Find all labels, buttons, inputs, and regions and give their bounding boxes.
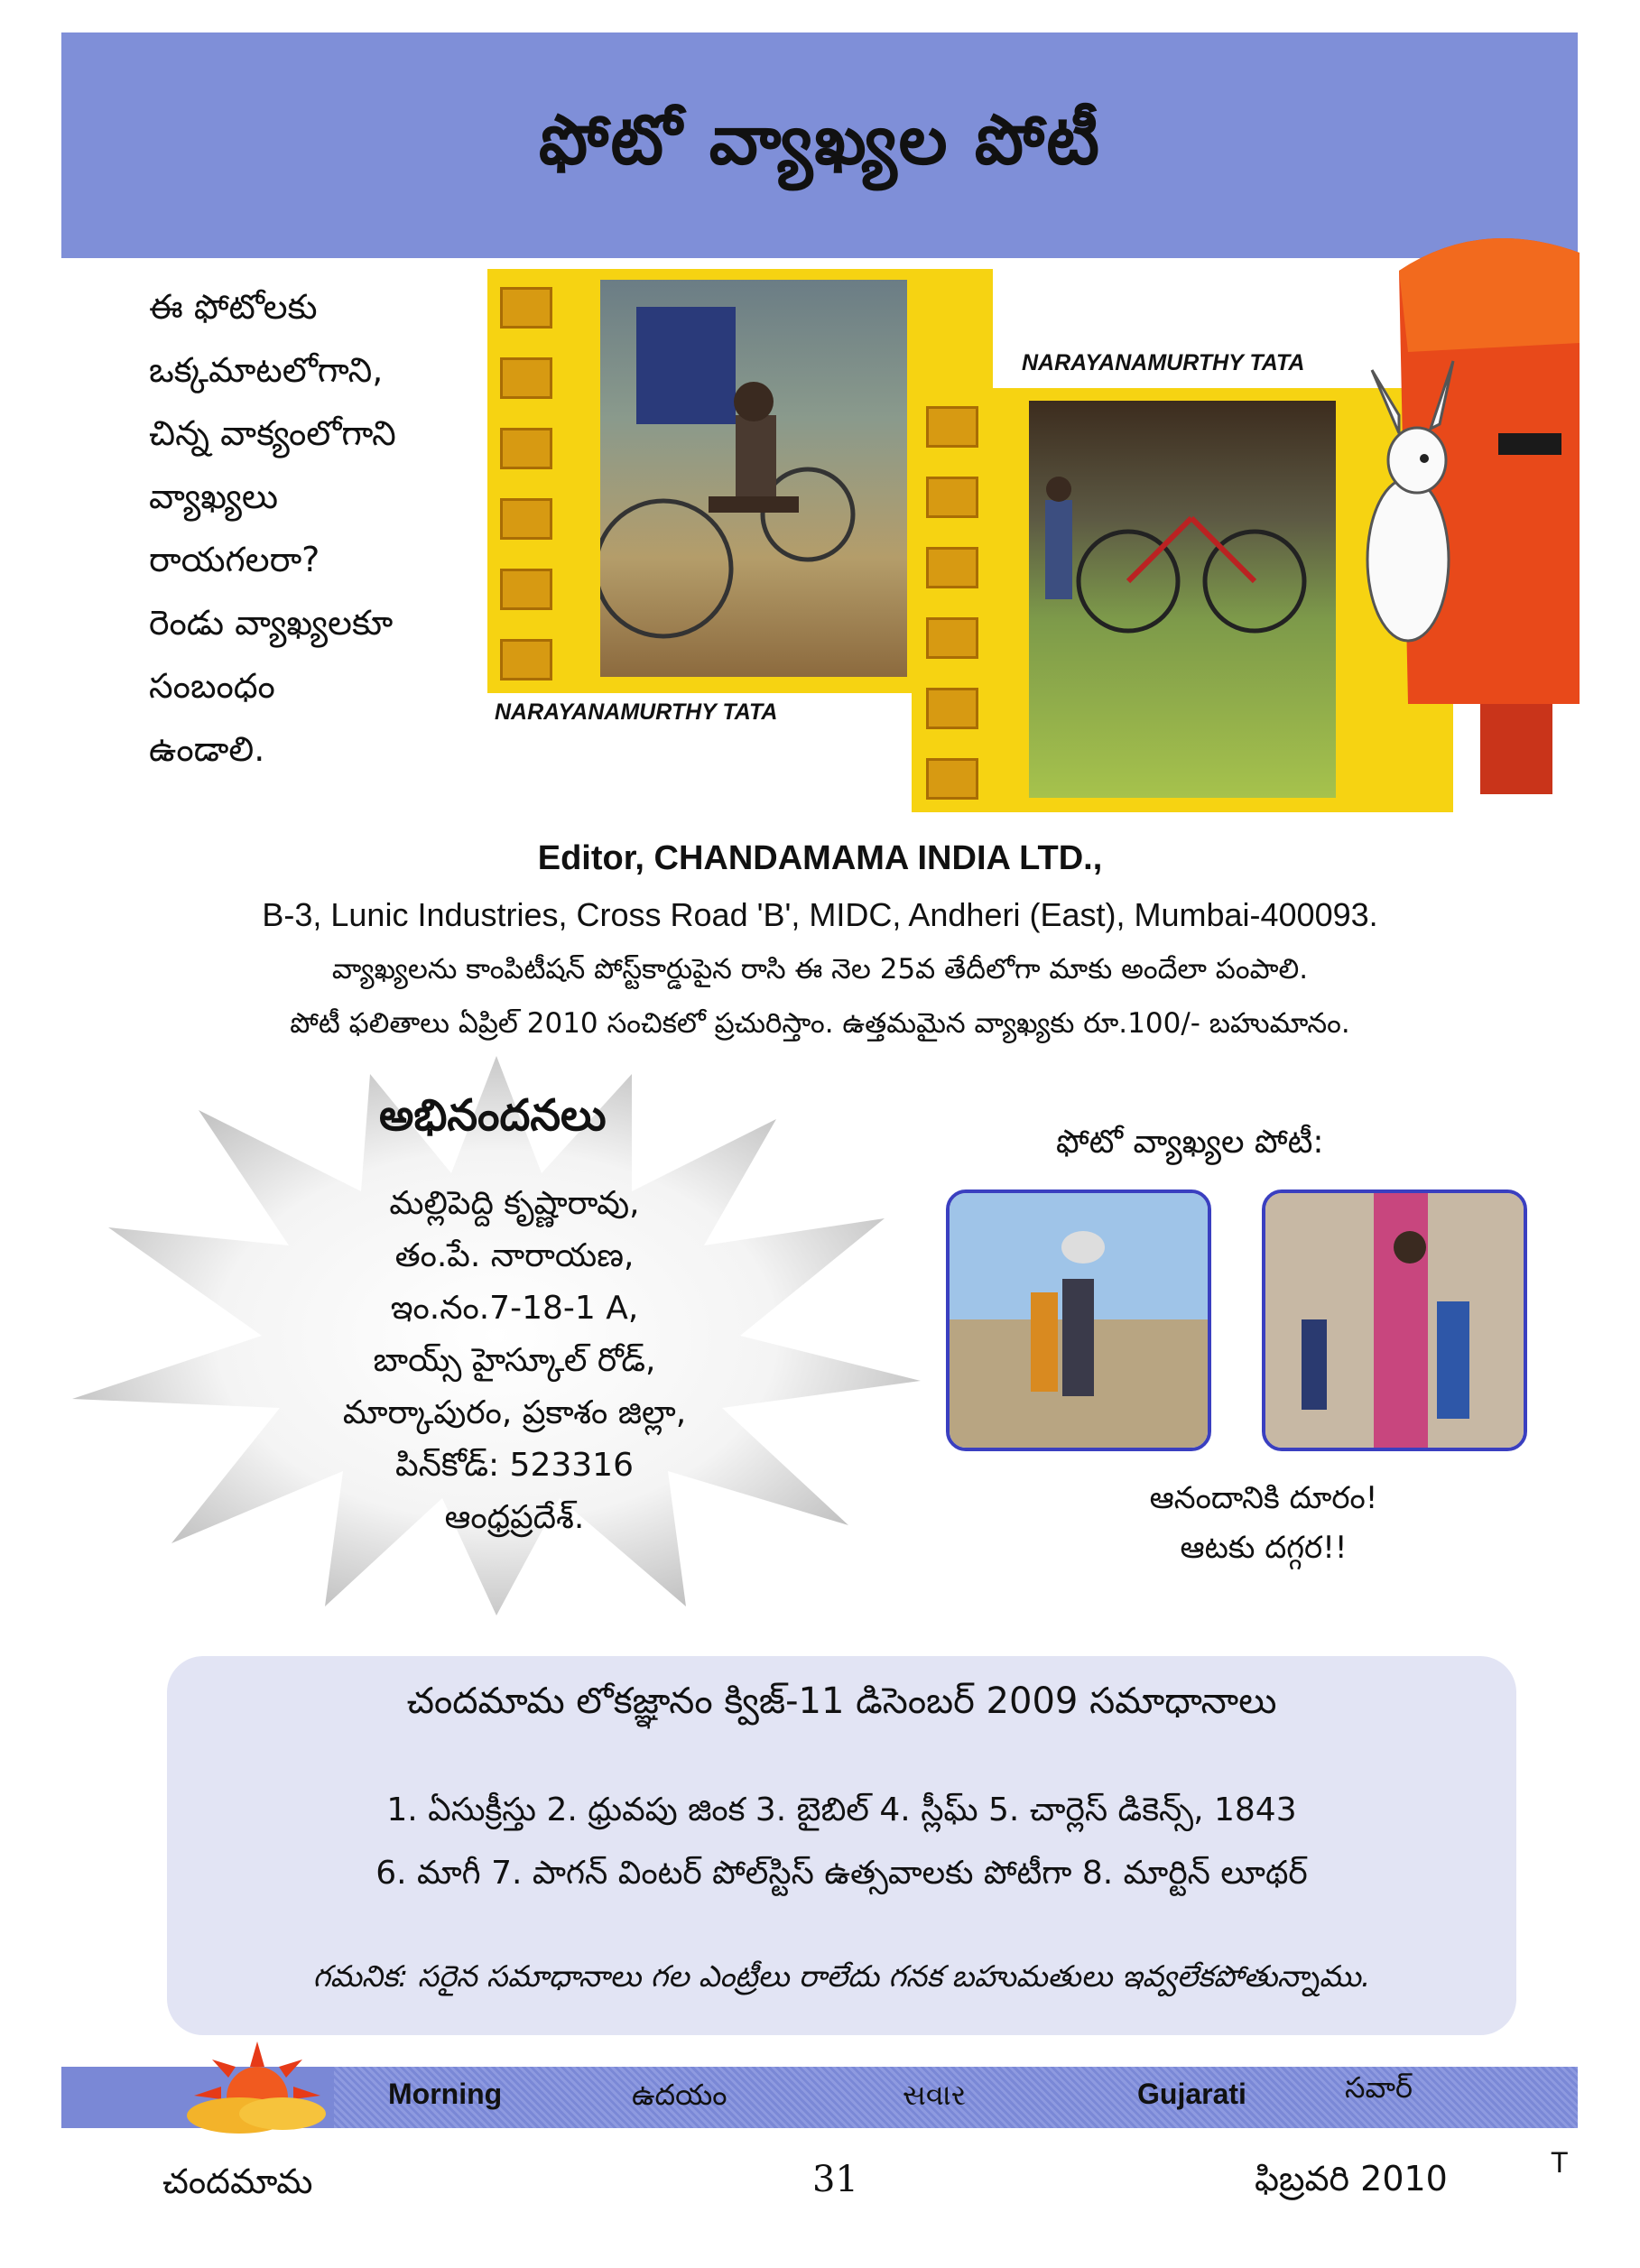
photo-caption: NARAYANAMURTHY TATA (1022, 350, 1305, 375)
winner-caption-line: ఆటకు దగ్గర!! (1180, 1530, 1348, 1566)
winner-line: మార్కాపురం, ప్రకాశం జిల్లా, (342, 1394, 687, 1431)
prize-note: పోటీ ఫలితాలు ఏప్రిల్ 2010 సంచికలో ప్రచురిస్తాం. ఉత్తమమైన వ్యాఖ్యకు రూ.100/- బహుమానం. (290, 1007, 1350, 1040)
intro-line: ఒక్కమాటలోగాని, (149, 350, 384, 390)
intro-line: వ్యాఖ్యలు (149, 477, 278, 516)
page-number: 31 (812, 2159, 858, 2200)
bar-word-telugu: ఉదయం (632, 2078, 727, 2112)
winner-line: పిన్‌కోడ్: 523316 (395, 1447, 634, 1484)
photo-caption: NARAYANAMURTHY TATA (495, 699, 778, 725)
winner-photo-right (1262, 1190, 1527, 1451)
photo-contest-title: ఫోటో వ్యాఖ్యల పోటీ: (1056, 1124, 1324, 1161)
winner-line: తం.పే. నారాయణ, (394, 1237, 635, 1274)
magazine-name: చందమామ (162, 2162, 313, 2201)
winner-line: ఆంధ్రప్రదేశ్. (444, 1499, 585, 1536)
winner-photo-left (946, 1190, 1211, 1451)
winner-address (298, 1178, 731, 1544)
intro-line: ఉండాలి. (149, 729, 265, 769)
submission-note: వ్యాఖ్యలను కాంపిటీషన్ పోస్ట్‌కార్డుపైన రాసి ఈ నెల 25వ తేదీలోగా మాకు అందేలా పంపాలి. (331, 953, 1309, 986)
sun-cloud-icon (176, 2041, 338, 2141)
bar-word-gujarati: સવાર (903, 2078, 967, 2112)
bar-word-translit: సవార్ (1345, 2070, 1413, 2105)
quiz-answers-line: 1. ఏసుక్రీస్తు 2. ధ్రువపు జింక 3. బైబిల్ 4. స్లీఘ్ 5. చార్లెస్ డికెన్స్, 1843 (386, 1791, 1297, 1828)
congrats-title: అభినందనలు (379, 1090, 607, 1141)
intro-line: సంబంధం (149, 666, 275, 706)
quiz-title: చందమామ లోకజ్ఞానం క్విజ్-11 డిసెంబర్ 2009 సమాధానాలు (406, 1680, 1277, 1722)
editor-line: Editor, CHANDAMAMA INDIA LTD., (537, 839, 1103, 877)
intro-line: రెండు వ్యాఖ్యలకూ (149, 603, 394, 643)
intro-line: చిన్న వాక్యంలోగాని (149, 413, 396, 453)
bar-word-english: Morning (388, 2078, 503, 2110)
print-mark: T (1551, 2146, 1569, 2179)
intro-line: రాయగలరా? (149, 540, 320, 579)
bar-word-language: Gujarati (1137, 2078, 1246, 2110)
winner-line: ఇం.నం.7-18-1 A, (390, 1290, 639, 1327)
intro-line: ఈ ఫోటోలకు (149, 287, 318, 327)
quiz-answers-line: 6. మాగీ 7. పాగన్ వింటర్ పోల్‌స్టిస్ ఉత్సవాలకు పోటీగా 8. మార్టిన్ లూథర్ (375, 1855, 1308, 1892)
photo-rickshaw (600, 280, 907, 677)
issue-date: ఫిబ్రవరి 2010 (1255, 2159, 1448, 2199)
intro-text (149, 275, 492, 781)
photo-bicycle (1029, 401, 1336, 798)
winner-line: బాయ్స్ హైస్కూల్ రోడ్, (373, 1342, 656, 1379)
postbox-illustration (1345, 235, 1580, 794)
winner-line: మల్లిపెద్ది కృష్ణారావు, (389, 1185, 640, 1222)
quiz-note: గమనిక: సరైన సమాధానాలు గల ఎంట్రీలు రాలేదు గనక బహుమతులు ఇవ్వలేకపోతున్నాము. (312, 1958, 1371, 1994)
address-line: B-3, Lunic Industries, Cross Road 'B', MIDC, Andheri (East), Mumbai-400093. (262, 896, 1378, 933)
page-title: ఫోటో వ్యాఖ్యల పోటీ (539, 99, 1101, 180)
winner-caption-line: ఆనందానికి దూరం! (1149, 1480, 1378, 1516)
